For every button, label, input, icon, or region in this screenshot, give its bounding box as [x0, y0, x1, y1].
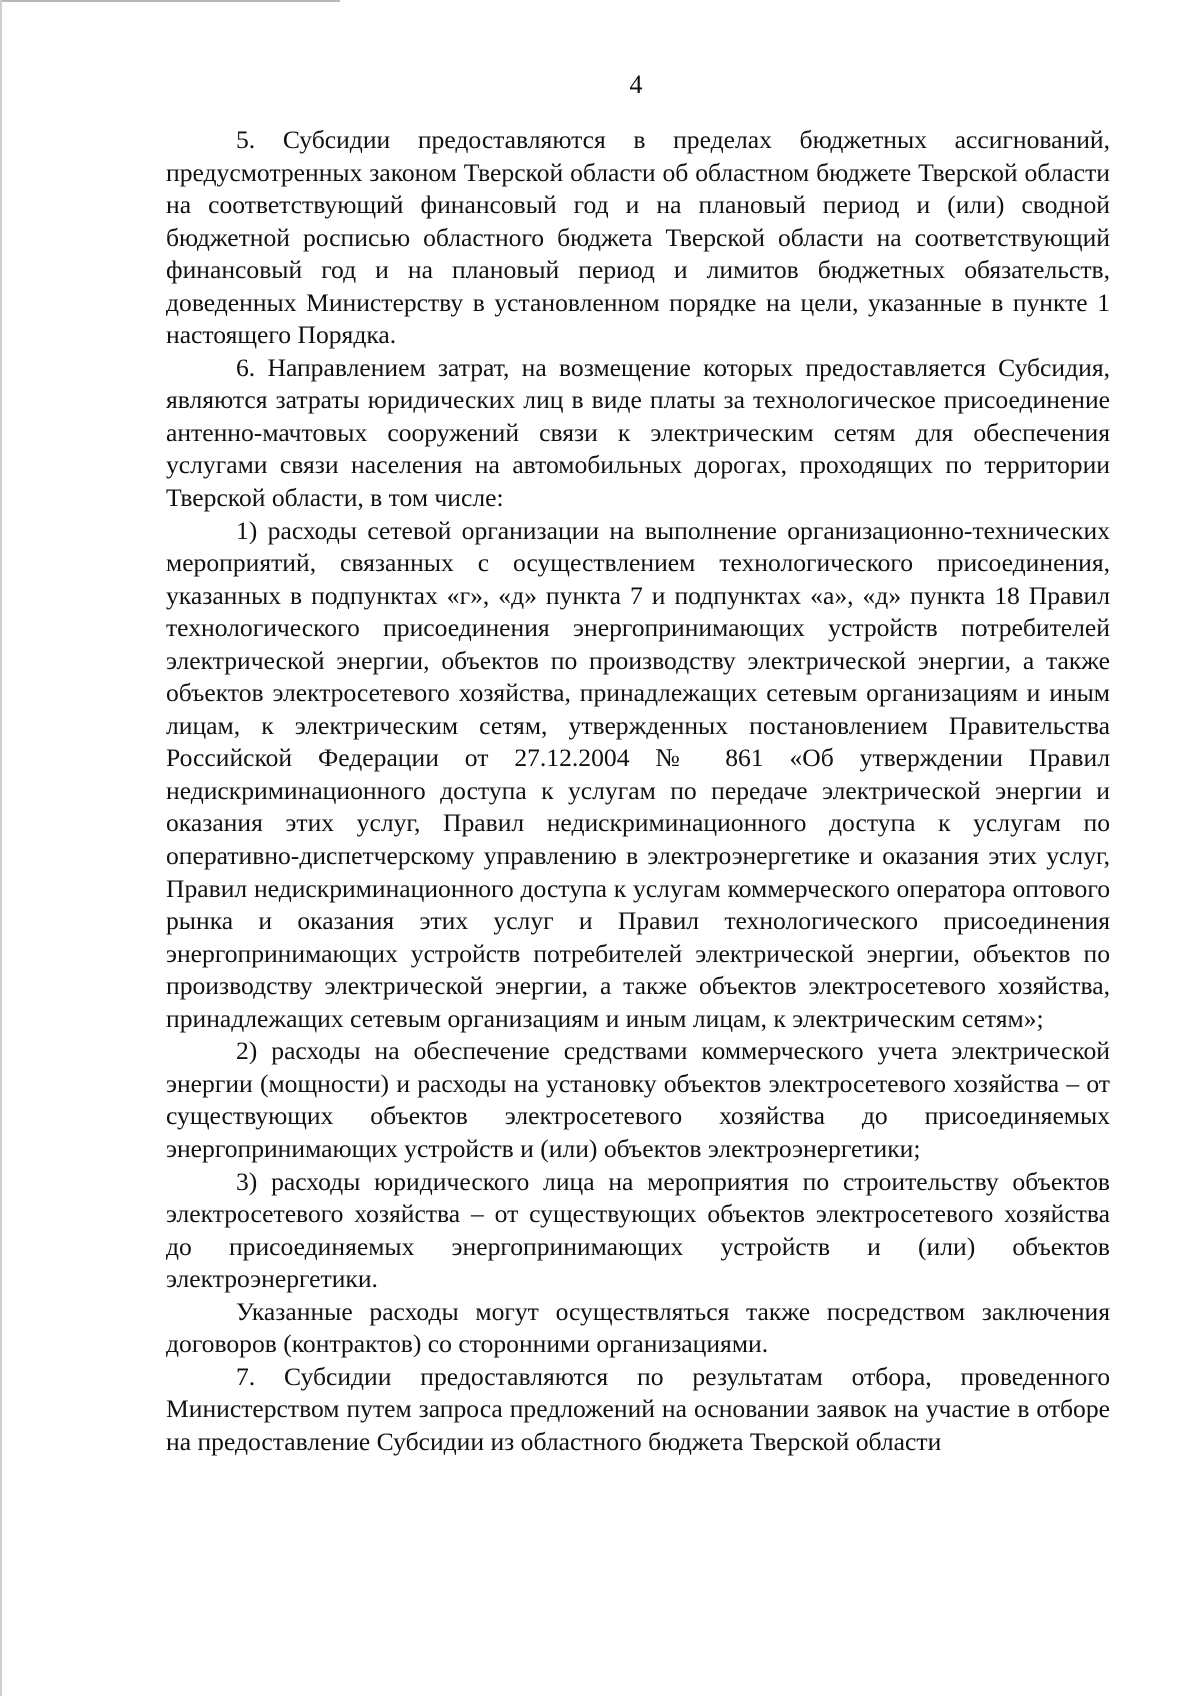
paragraph-7-selection: 7. Субсидии предоставляются по результатам отбора, проведенного Министерством путем запроса предложений на основании заявок на участие в отборе на предоставление Субсидии из областного бюджета Тверской области	[166, 1361, 1110, 1456]
scan-edge-left	[0, 0, 2, 1696]
paragraph-6-contracts-note: Указанные расходы могут осуществляться также посредством заключения договоров (контрактов) со сторонними организациями.	[166, 1296, 1110, 1359]
paragraph-6-cost-direction: 6. Направлением затрат, на возмещение которых предоставляется Субсидия, являются затраты юридических лиц в виде платы за технологическое присоединение антенно-мачтовых сооружений связи к электрическим сетям для обеспечения услугами связи населения на автомобильных дорогах, проходящих по территории Тверской области, в том числе:	[166, 352, 1110, 513]
page-number: 4	[629, 70, 643, 99]
paragraph-6-item-1: 1) расходы сетевой организации на выполнение организационно-технических мероприятий, связанных с осуществлением технологического присоединения, указанных в подпунктах «г», «д» пункта 7 и подпунктах «а», «д» пункта 18 Правил технологического присоединения энергопринимающих устройств потребителей электрической энергии, объектов по производству электрической энергии, а также объектов электросетевого хозяйства, принадлежащих сетевым организациям и иным лицам, к электрическим сетям, утвержденных постановлением Правительства Российской Федерации от 27.12.2004 № 861 «Об утверждении Правил недискриминационного доступа к услугам по передаче электрической энергии и оказания этих услуг, Правил недискриминационного доступа к услугам по оперативно-диспетчерскому управлению в электроэнергетике и оказания этих услуг, Правил недискриминационного доступа к услугам коммерческого оператора оптового рынка и оказания этих услуг и Правил технологического присоединения энергопринимающих устройств потребителей электрической энергии, объектов по производству электрической энергии, а также объектов электросетевого хозяйства, принадлежащих сетевым организациям и иным лицам, к электрическим сетям»;	[166, 515, 1110, 1033]
paragraph-6-item-3: 3) расходы юридического лица на мероприятия по строительству объектов электросетевого хозяйства – от существующих объектов электросетевого хозяйства до присоединяемых энергопринимающих устройств и (или) объектов электроэнергетики.	[166, 1166, 1110, 1294]
scan-edge-top	[0, 0, 340, 2]
paragraph-6-item-2: 2) расходы на обеспечение средствами коммерческого учета электрической энергии (мощности) и расходы на установку объектов электросетевого хозяйства – от существующих объектов электросетевого хозяйства до присоединяемых энергопринимающих устройств и (или) объектов электроэнергетики;	[166, 1036, 1110, 1163]
document-body	[166, 124, 1110, 1458]
paragraph-5-budget-limits: 5. Субсидии предоставляются в пределах бюджетных ассигнований, предусмотренных законом Тверской области об областном бюджете Тверской области на соответствующий финансовый год и на плановый период и (или) сводной бюджетной росписью областного бюджета Тверской области на соответствующий финансовый год и на плановый период и лимитов бюджетных обязательств, доведенных Министерству в установленном порядке на цели, указанные в пункте 1 настоящего Порядка.	[166, 125, 1110, 350]
